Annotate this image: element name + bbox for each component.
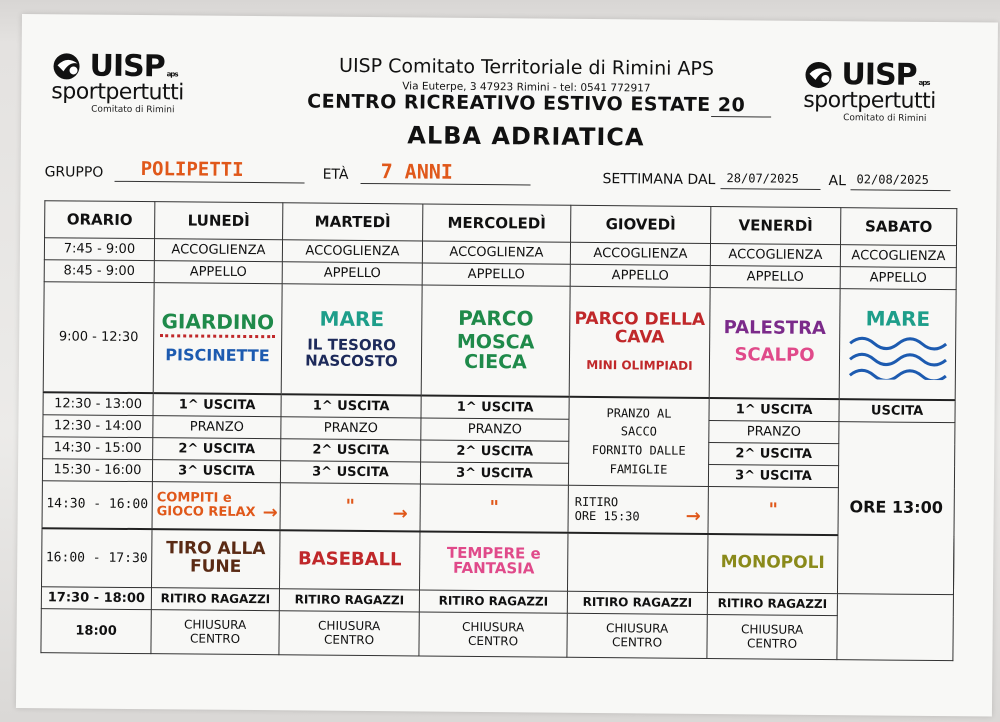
week-to-line [850, 189, 950, 191]
friday-afternoon-cell [708, 486, 838, 535]
activity-text: PARCO DELLA [574, 308, 706, 331]
sea-waves-icon [847, 329, 947, 380]
logo-tagline: sportpertutti [803, 87, 936, 114]
activity-text: NASCOSTO [305, 351, 398, 371]
activity-text: FANTASIA [452, 559, 535, 578]
age-label: ETÀ [322, 166, 349, 183]
activity-cell: PRANZO [153, 415, 281, 438]
header-wednesday: MERCOLEDÌ [423, 204, 571, 242]
activity-cell: RITIRO RAGAZZI [279, 588, 419, 611]
activity-cell: 2^ USCITA [421, 439, 569, 462]
tuesday-morning-cell [281, 284, 422, 395]
activity-cell: ACCOGLIENZA [710, 244, 840, 267]
closing-text: CENTRO [611, 635, 663, 650]
activity-cell: 1^ USCITA [709, 398, 839, 422]
thursday-late-cell [567, 533, 708, 592]
header-time: ORARIO [45, 201, 155, 239]
logo-committee: Comitato di Rimini [843, 113, 927, 124]
closing-cell [151, 609, 279, 654]
activity-text: GIARDINO [161, 309, 275, 335]
tuesday-late-cell [279, 530, 420, 589]
activity-text: PARCO [458, 305, 534, 331]
activity-text: FUNE [189, 556, 242, 578]
activity-cell: 3^ USCITA [280, 460, 420, 483]
group-label: GRUPPO [44, 164, 104, 181]
uisp-logo-right [803, 57, 964, 124]
activity-cell: PRANZO [709, 420, 839, 443]
activity-cell: USCITA [839, 399, 955, 423]
wednesday-morning-cell [421, 285, 570, 396]
logo-aps: aps [918, 78, 930, 87]
activity-text: GIOCO RELAX [156, 503, 256, 520]
activity-text: FAMIGLIE [609, 461, 668, 477]
activity-text: TEMPERE e [446, 543, 541, 563]
activity-cell: 3^ USCITA [152, 459, 280, 482]
week-to-value: 02/08/2025 [856, 172, 929, 187]
activity-cell: PRANZO [421, 417, 569, 440]
activity-text: BASEBALL [297, 548, 402, 571]
activity-text: MINI OLIMPIADI [586, 357, 693, 373]
activity-cell: RITIRO RAGAZZI [707, 592, 837, 615]
time-cell: 14:30 - 16:00 [42, 480, 152, 529]
activity-cell: RITIRO RAGAZZI [419, 589, 567, 612]
logo-brand: UISP [841, 57, 917, 93]
activity-text: ORE 15:30 [574, 508, 640, 524]
activity-text: CAVA [614, 327, 665, 348]
friday-morning-cell [709, 288, 840, 399]
header-thursday: GIOVEDÌ [571, 205, 711, 243]
ditto-mark: " [489, 497, 499, 519]
week-from-line [720, 188, 820, 190]
activity-text: MOSCA [456, 330, 535, 354]
saturday-closing-cell [837, 421, 954, 594]
activity-cell: APPELLO [840, 267, 956, 290]
wednesday-afternoon-cell [420, 483, 568, 532]
thursday-lunch-cell [568, 396, 709, 486]
saturday-morning-cell [839, 289, 956, 400]
activity-text: PRANZO AL [606, 405, 672, 421]
uisp-logo-left [51, 48, 212, 115]
closing-cell [279, 610, 419, 655]
weekly-schedule-table [40, 200, 957, 660]
group-value: POLIPETTI [140, 158, 244, 181]
closing-text: CENTRO [189, 631, 241, 646]
year-blank-line [711, 116, 771, 118]
activity-cell: RITIRO RAGAZZI [151, 587, 279, 610]
table-row-morning [43, 282, 956, 400]
activity-cell: RITIRO RAGAZZI [567, 591, 707, 614]
decorative-underline [160, 334, 275, 338]
header-monday: LUNEDÌ [155, 202, 283, 240]
activity-cell: 2^ USCITA [153, 437, 281, 460]
activity-cell: PRANZO [281, 416, 421, 439]
activity-cell: ACCOGLIENZA [282, 240, 422, 263]
activity-cell: 1^ USCITA [153, 393, 281, 417]
header-saturday: SABATO [841, 208, 957, 246]
activity-cell: 1^ USCITA [281, 394, 421, 418]
header-friday: VENERDÌ [711, 207, 841, 245]
arrow-right-icon: → [685, 505, 701, 527]
ditto-mark: " [345, 496, 355, 518]
ditto-mark: " [768, 499, 778, 521]
closing-text: CENTRO [467, 633, 519, 649]
arrow-right-icon: → [262, 502, 278, 524]
activity-cell: APPELLO [570, 264, 710, 287]
org-name: UISP Comitato Territoriale di Rimini APS [338, 54, 715, 81]
closing-text: CHIUSURA [606, 621, 669, 636]
time-cell: 8:45 - 9:00 [44, 260, 154, 283]
time-cell: 12:30 - 13:00 [43, 392, 153, 415]
closing-text: CHIUSURA [184, 617, 247, 632]
location-title: ALBA ADRIATICA [407, 121, 645, 152]
logo-tagline: sportpertutti [51, 79, 184, 106]
table-row-afternoon [42, 480, 954, 536]
time-cell: 9:00 - 12:30 [43, 282, 154, 393]
activity-text: IL TESORO [307, 335, 397, 355]
activity-cell: APPELLO [710, 266, 840, 289]
week-to-label: AL [828, 173, 847, 190]
activity-text: RITIRO [574, 494, 619, 509]
monday-afternoon-cell [152, 481, 280, 530]
activity-cell: ACCOGLIENZA [422, 241, 570, 264]
activity-text: SACCO [620, 424, 658, 439]
activity-cell: ACCOGLIENZA [840, 245, 956, 268]
uisp-emblem-icon [51, 51, 85, 81]
closing-text: CENTRO [323, 632, 375, 648]
table-row-late-afternoon [42, 528, 954, 594]
activity-text: CIECA [464, 350, 527, 374]
thursday-morning-cell [569, 286, 710, 397]
activity-text: FORNITO DALLE [591, 442, 686, 458]
activity-text: MONOPOLI [720, 552, 825, 574]
week-label: SETTIMANA DAL [602, 171, 716, 189]
schedule-sheet [16, 14, 998, 716]
closing-cell [567, 613, 707, 658]
closing-cell [707, 614, 837, 659]
activity-text: PALESTRA [723, 317, 827, 340]
activity-cell: APPELLO [154, 261, 282, 284]
org-address: Via Euterpe, 3 47923 Rimini - tel: 0541 772917 [402, 80, 651, 95]
activity-cell: ACCOGLIENZA [154, 239, 282, 262]
time-cell: 12:30 - 14:00 [43, 414, 153, 437]
time-cell: 15:30 - 16:00 [42, 458, 152, 481]
monday-late-cell [152, 529, 281, 588]
time-cell: 16:00 - 17:30 [42, 528, 153, 587]
activity-text: COMPITI e [156, 490, 232, 506]
activity-cell: 3^ USCITA [708, 464, 838, 487]
activity-text: SCALPO [734, 344, 815, 367]
uisp-emblem-icon [803, 59, 837, 89]
monday-morning-cell [153, 283, 282, 394]
arrow-right-icon: → [392, 503, 408, 525]
table-row [41, 608, 953, 660]
logo-brand: UISP [89, 48, 165, 85]
time-cell: 7:45 - 9:00 [44, 238, 154, 261]
logo-aps: aps [166, 70, 178, 79]
closing-text: CHIUSURA [741, 622, 804, 637]
group-line [115, 181, 305, 184]
activity-cell: 1^ USCITA [421, 395, 569, 419]
closing-text: CENTRO [746, 636, 798, 651]
activity-cell: 2^ USCITA [709, 442, 839, 465]
week-from-value: 28/07/2025 [726, 171, 799, 186]
saturday-empty-cell [837, 593, 954, 660]
closing-cell [419, 611, 567, 656]
activity-cell: ACCOGLIENZA [570, 242, 710, 265]
center-title: CENTRO RICREATIVO ESTIVO ESTATE 20 [307, 90, 746, 117]
activity-cell: APPELLO [282, 262, 422, 285]
header-tuesday: MARTEDÌ [283, 203, 423, 241]
wednesday-late-cell [419, 531, 568, 590]
activity-cell: APPELLO [422, 263, 570, 286]
closing-time: ORE 13:00 [849, 496, 943, 517]
activity-text: MARE [319, 306, 385, 332]
activity-text: MARE [865, 306, 931, 331]
friday-late-cell [707, 534, 838, 593]
logo-committee: Comitato di Rimini [91, 104, 175, 116]
time-cell: 17:30 - 18:00 [41, 586, 151, 609]
age-value: 7 ANNI [380, 159, 453, 184]
time-cell: 14:30 - 15:00 [43, 436, 153, 459]
closing-text: CHIUSURA [318, 618, 381, 634]
activity-cell: 3^ USCITA [420, 461, 568, 484]
activity-text: TIRO ALLA [166, 538, 266, 560]
activity-cell: 2^ USCITA [281, 438, 421, 461]
time-cell: 18:00 [41, 608, 151, 653]
closing-text: CHIUSURA [462, 619, 525, 635]
activity-text: PISCINETTE [165, 345, 270, 366]
